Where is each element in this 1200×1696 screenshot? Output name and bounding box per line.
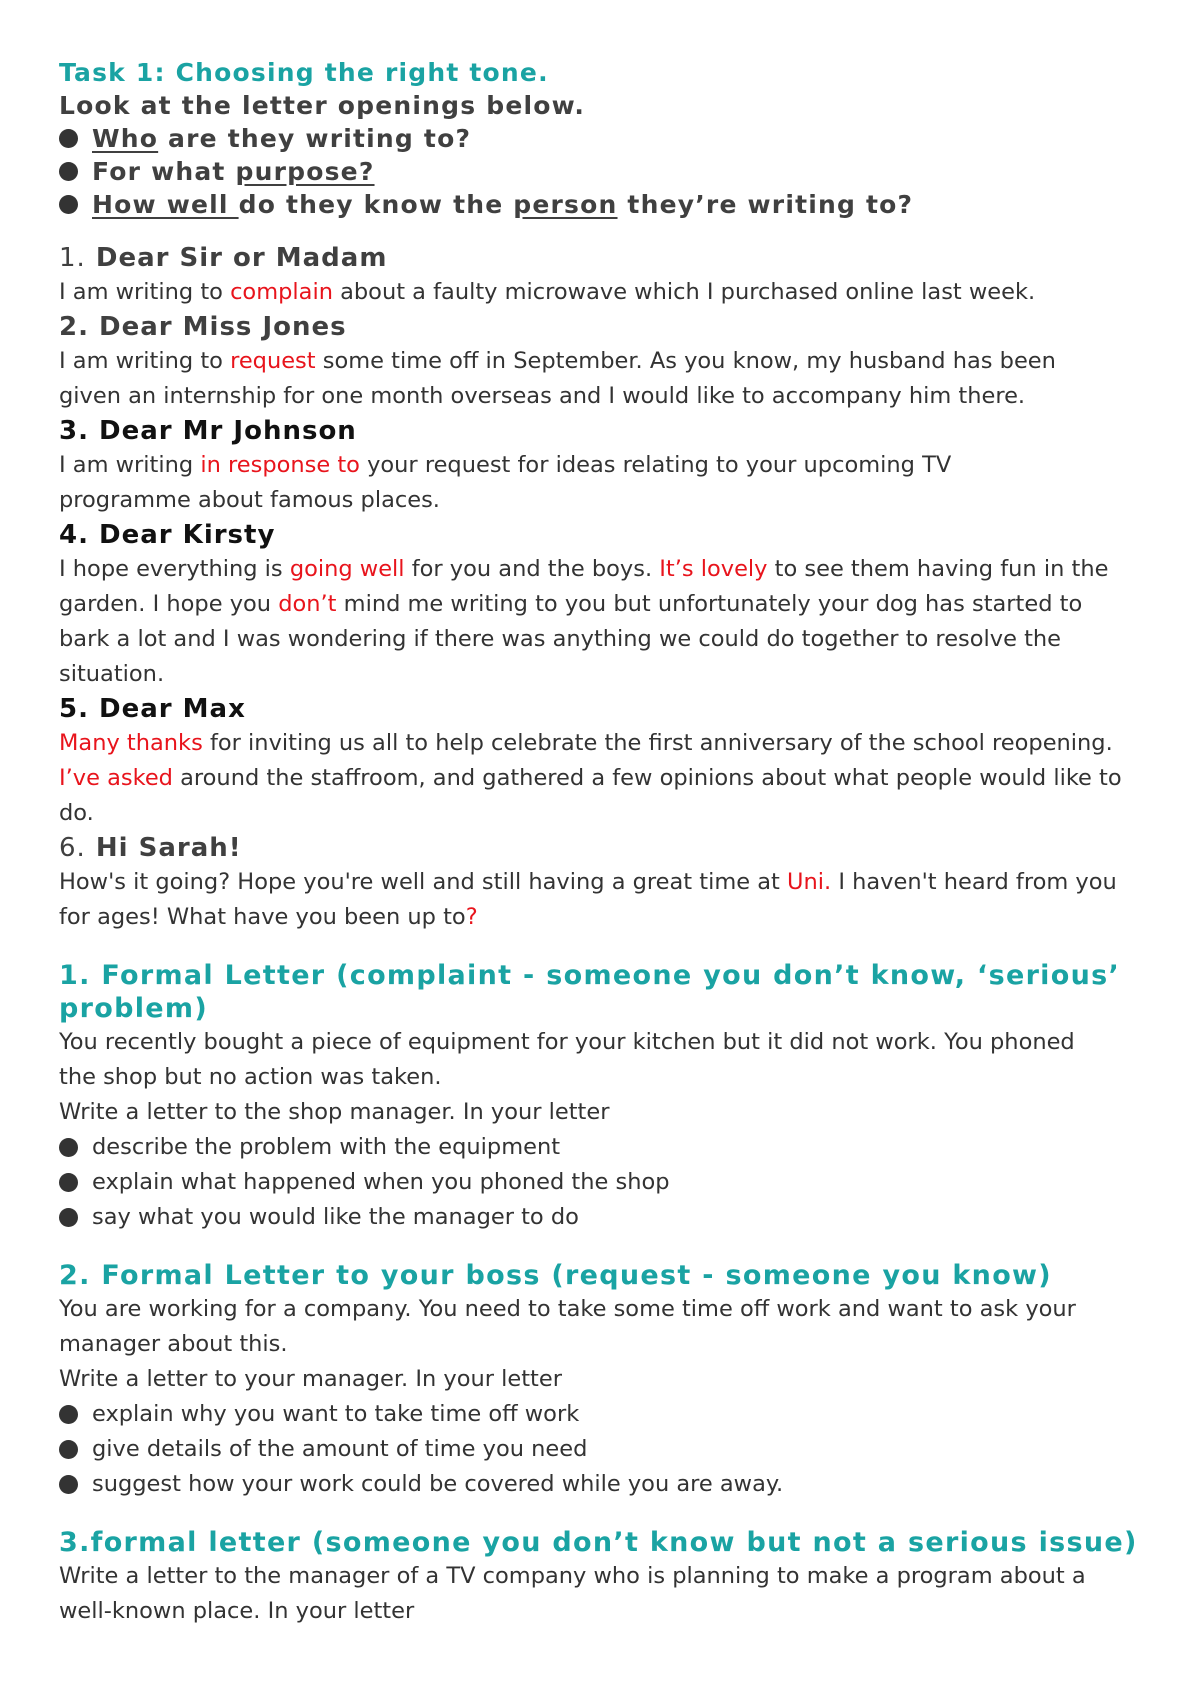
section-3-title: 3.formal letter (someone you don’t know but not a serious issue): [59, 1527, 1138, 1558]
bullet-icon: [59, 162, 78, 181]
question-2-underlined: purpose?: [235, 157, 375, 186]
letter-6-body: How's it going? Hope you're well and still having a great time at Uni. I haven't heard from you for ages! What have you been up to?: [59, 869, 1117, 930]
highlight-phrase: in response to: [200, 452, 360, 478]
letter-2-body: I am writing to request some time off in September. As you know, my husband has been given an internship for one month overseas and I would like to accompany him there.: [59, 348, 1056, 409]
section-2-bullet: give details of the amount of time you need: [59, 1432, 1159, 1467]
greeting-text: Dear Mr Johnson: [99, 416, 357, 446]
letter-number: 1.: [59, 243, 86, 273]
question-3-text: do they know the: [238, 190, 514, 219]
section-1-title: 1. Formal Letter (complaint - someone you don’t know, ‘serious’ problem): [59, 960, 1121, 1024]
highlight-phrase: don’t: [278, 591, 337, 617]
letter-1-greeting: [59, 241, 1159, 275]
letter-1-body: I am writing to complain about a faulty microwave which I purchased online last week.: [59, 279, 1036, 305]
letter-4-greeting: [59, 518, 1159, 552]
letter-number: 3.: [59, 416, 89, 446]
task-intro: Look at the letter openings below.: [59, 91, 586, 120]
question-2-text: For what: [92, 157, 236, 186]
section-1-bullet: explain what happened when you phoned the shop: [59, 1165, 1159, 1200]
greeting-text: Hi Sarah!: [95, 833, 242, 863]
bullet-icon: [59, 1138, 78, 1157]
section-1-bullet: describe the problem with the equipment: [59, 1130, 1159, 1165]
highlight-phrase: Uni.: [787, 869, 832, 895]
letter-number: 2.: [59, 312, 89, 342]
question-3-underlined-2: person: [513, 190, 618, 219]
question-1-underlined: Who: [92, 124, 159, 153]
question-1: [59, 122, 1159, 155]
document-content: [59, 56, 1159, 1629]
bullet-icon: [59, 1173, 78, 1192]
letter-2-greeting: [59, 310, 1159, 344]
bullet-icon: [59, 1475, 78, 1494]
bullet-icon: [59, 1440, 78, 1459]
question-2: [59, 155, 1159, 188]
highlight-phrase: I’ve asked: [59, 765, 173, 791]
highlight-phrase: Many thanks: [59, 730, 203, 756]
question-3-text-end: they’re writing to?: [617, 190, 914, 219]
section-1-body: You recently bought a piece of equipment for your kitchen but it did not work. You phoned the shop but no action was taken. Write a letter to the shop manager. In your letter: [59, 1029, 1075, 1125]
highlight-phrase: going well: [289, 556, 405, 582]
letter-5-body: Many thanks for inviting us all to help celebrate the first anniversary of the school reopening. I’ve asked around the staffroom, and gathered a few opinions about what people would like to do.: [59, 730, 1122, 826]
task-title: Task 1: Choosing the right tone.: [59, 58, 549, 87]
greeting-text: Dear Sir or Madam: [95, 243, 388, 273]
letter-number: 6.: [59, 833, 86, 863]
bullet-icon: [59, 1208, 78, 1227]
greeting-text: Dear Max: [99, 694, 246, 724]
section-3-body: Write a letter to the manager of a TV company who is planning to make a program about a well-known place. In your letter: [59, 1563, 1086, 1624]
letter-3-body: I am writing in response to your request for ideas relating to your upcoming TV programme about famous places.: [59, 452, 952, 513]
question-3-underlined-1: How well: [92, 190, 239, 219]
letter-number: 5.: [59, 694, 89, 724]
greeting-text: Dear Kirsty: [99, 520, 276, 550]
question-3: [59, 188, 1159, 221]
highlight-phrase: complain: [230, 279, 333, 305]
highlight-phrase: ?: [465, 904, 478, 930]
letter-number: 4.: [59, 520, 89, 550]
letter-3-greeting: [59, 414, 1159, 448]
letter-5-greeting: [59, 692, 1159, 726]
greeting-text: Dear Miss Jones: [99, 312, 347, 342]
section-2-bullet: suggest how your work could be covered while you are away.: [59, 1467, 1159, 1502]
bullet-icon: [59, 195, 78, 214]
question-1-text: are they writing to?: [158, 124, 472, 153]
section-1-bullet: say what you would like the manager to do: [59, 1200, 1159, 1235]
section-2-title: 2. Formal Letter to your boss (request - someone you know): [59, 1260, 1052, 1291]
section-2-bullet: explain why you want to take time off work: [59, 1397, 1159, 1432]
highlight-phrase: It’s lovely: [659, 556, 768, 582]
section-2-body: You are working for a company. You need to take some time off work and want to ask your manager about this. Write a letter to your manager. In your letter: [59, 1296, 1076, 1392]
letter-4-body: I hope everything is going well for you and the boys. It’s lovely to see them having fun in the garden. I hope you don’t mind me writing to you but unfortunately your dog has started to bark a lot and I was wondering if there was anything we could do together to resolve the situation.: [59, 556, 1109, 687]
bullet-icon: [59, 129, 78, 148]
highlight-phrase: request: [230, 348, 316, 374]
bullet-icon: [59, 1405, 78, 1424]
letter-6-greeting: [59, 831, 1159, 865]
